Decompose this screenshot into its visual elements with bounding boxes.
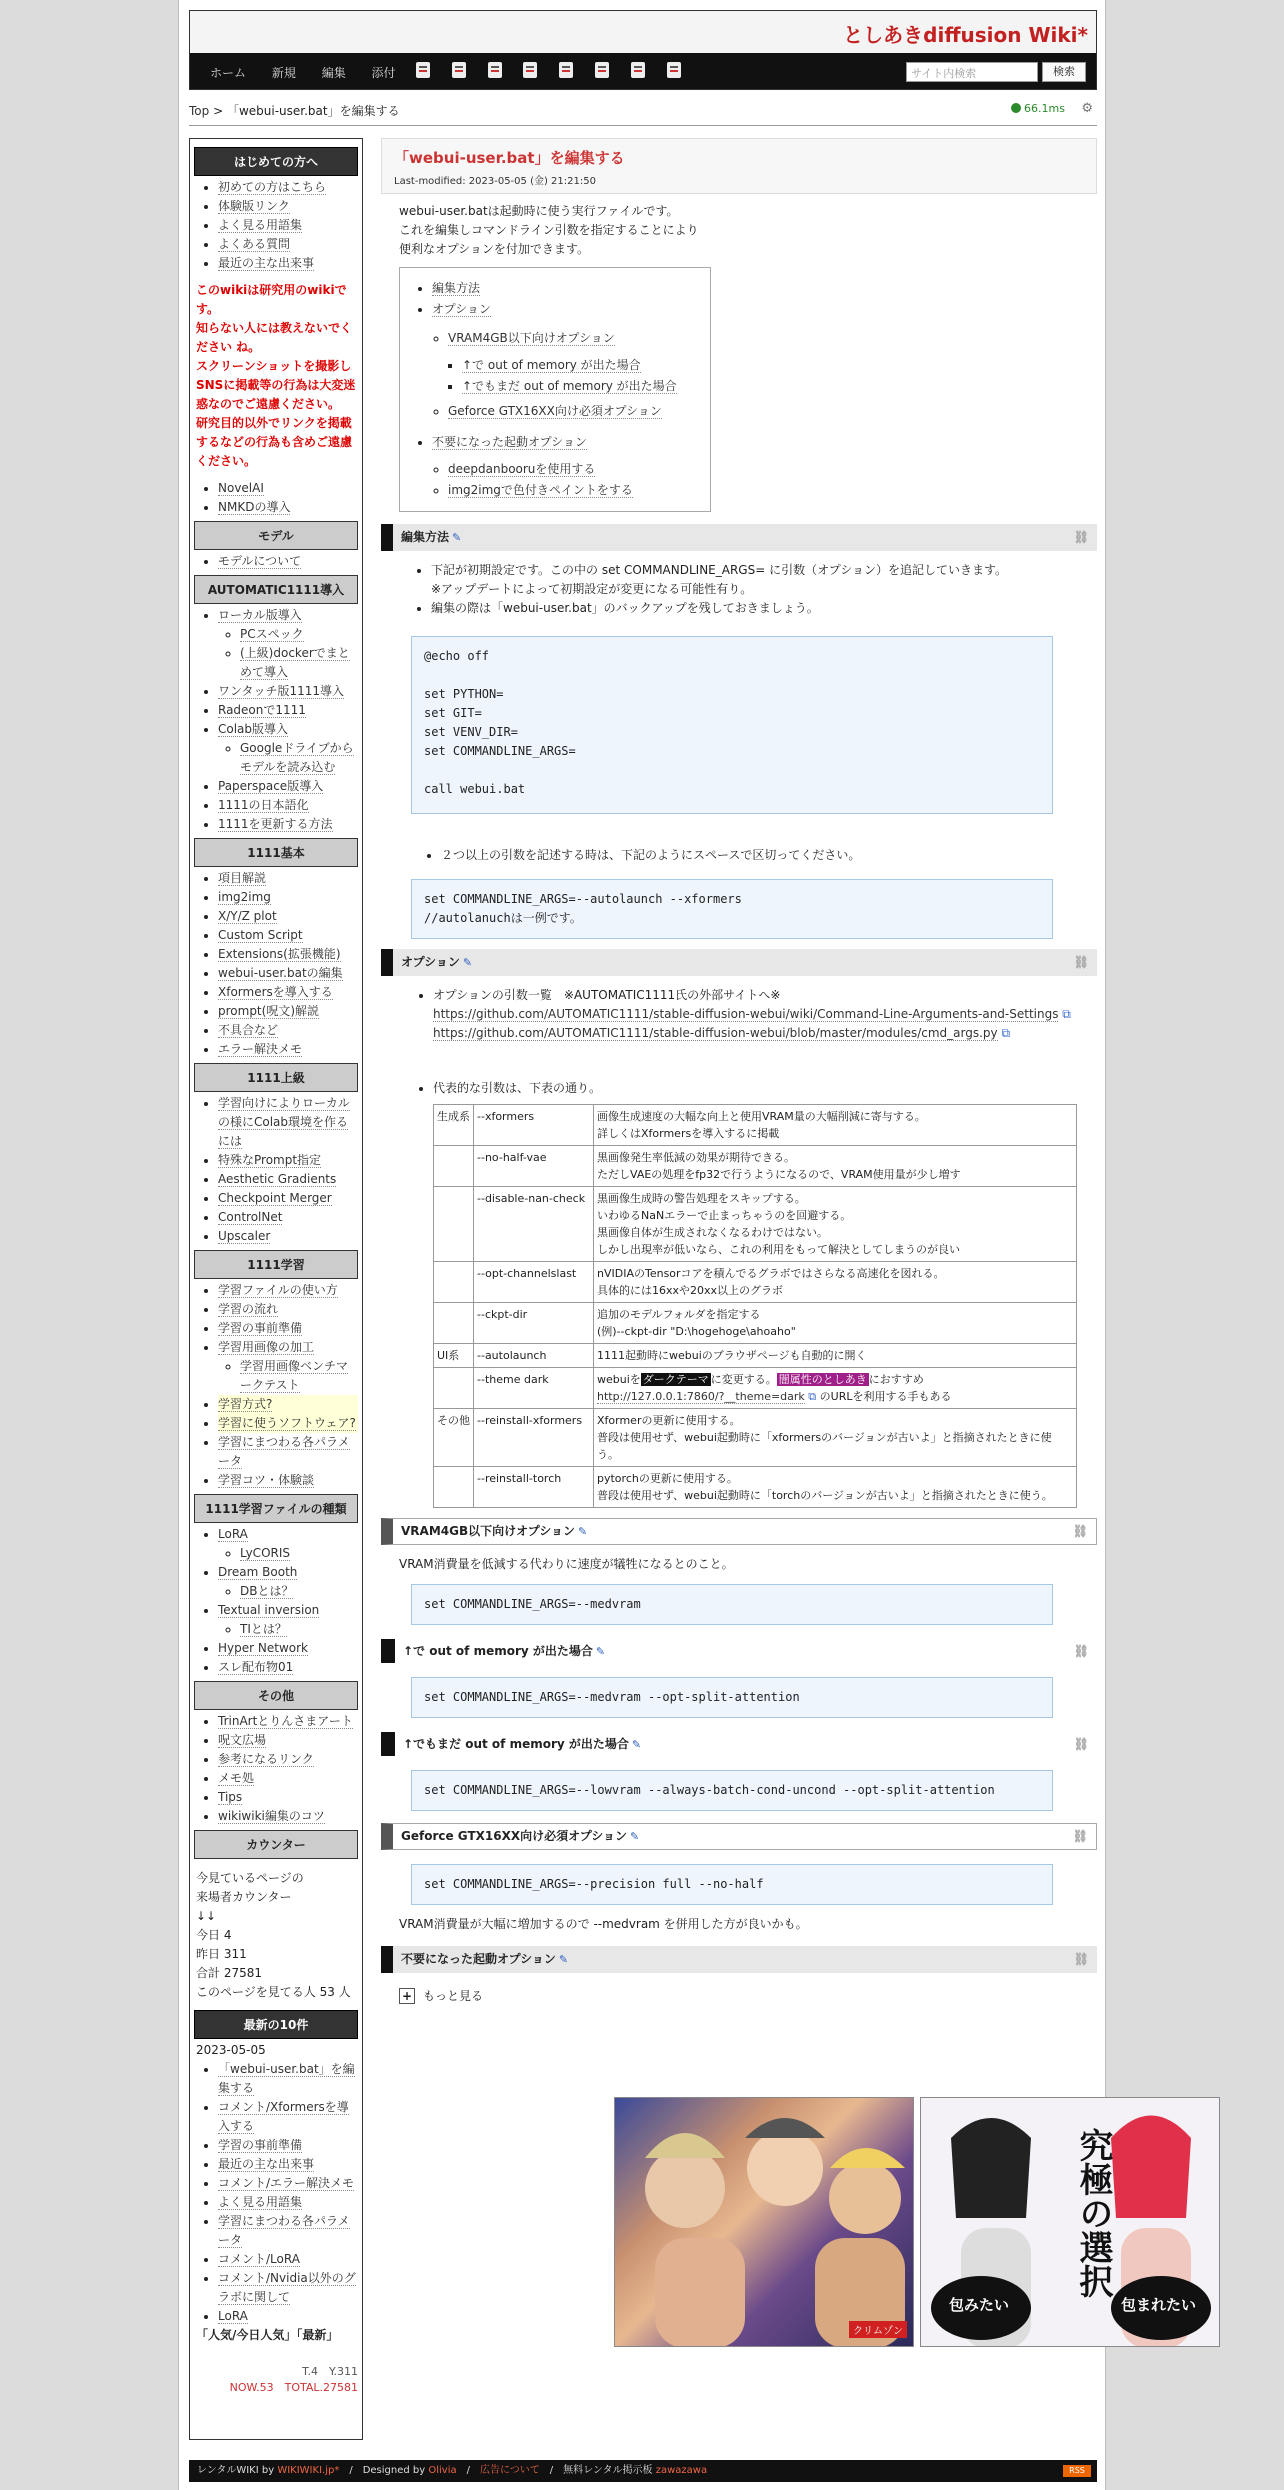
- table-cell: --reinstall-torch: [474, 1467, 594, 1508]
- render-time: [1011, 102, 1065, 115]
- table-cell: --xformers: [474, 1105, 594, 1146]
- section-gtx: Geforce GTX16XX向け必須オプション ✎ ⛓: [381, 1823, 1097, 1850]
- recent-item: • コメント/LoRA: [218, 2250, 358, 2269]
- table-cell: [434, 1262, 474, 1303]
- sidebar-head-beginner: はじめての方へ: [194, 147, 358, 176]
- toc-obsolete[interactable]: 不要になった起動オプション: [432, 435, 587, 449]
- edit-pencil-icon[interactable]: ✎: [595, 1645, 606, 1658]
- sidebar-head-ftype: 1111学習ファイルの種類: [194, 1494, 358, 1523]
- sidebar-subitem: ◦ Googleドライブからモデルを読み込む: [240, 739, 358, 777]
- sidebar-item: • スレ配布物01: [218, 1658, 358, 1677]
- sidebar: [189, 138, 363, 2440]
- footer: レンタルWIKI by WIKIWIKI.jp* / Designed by Olivia / 広告について / 無料レンタル掲示板 zawazawa RSS: [189, 2460, 1097, 2482]
- section-edit: 編集方法 ✎ ⛓: [381, 524, 1097, 551]
- sidebar-subitem: ◦ 学習用画像ベンチマークテスト: [240, 1357, 358, 1395]
- new-page-icon[interactable]: [452, 62, 466, 78]
- breadcrumb: [189, 102, 400, 119]
- table-cell: [434, 1368, 474, 1409]
- breadcrumb-sep: >: [209, 104, 227, 118]
- page-container: [178, 0, 1197, 2490]
- section-oom2: ↑でもまだ out of memory が出た場合 ✎ ⛓: [381, 1732, 1097, 1756]
- page-list-icon[interactable]: [416, 62, 430, 78]
- sidebar-item: • Textual inversion ◦ TIとは？: [218, 1601, 358, 1639]
- ad-banner-1[interactable]: [614, 2097, 914, 2347]
- sidebar-subitem: ◦ LyCORIS: [240, 1544, 358, 1563]
- table-cell: --no-half-vae: [474, 1146, 594, 1187]
- ad-sub1: 包みたい: [949, 2296, 1010, 2314]
- sidebar-item: • Custom Script: [218, 926, 358, 945]
- table-cell: 生成系: [434, 1105, 474, 1146]
- toc-vram[interactable]: VRAM4GB以下向けオプション: [448, 331, 615, 345]
- ad-title: 究極の選択: [1073, 2128, 1113, 2298]
- backup-icon[interactable]: [523, 62, 537, 78]
- toc-options[interactable]: オプション: [432, 302, 491, 316]
- options-list: • オプションの引数一覧 ※AUTOMATIC1111氏の外部サイトへ※ https://github.com/AUTOMATIC1111/stable-diffusion-webui/wiki/Command-Line-Arguments-and-Settings ⧉ https://github.com/AUTOMATIC1111/stable-diffusion-webui/blob/master/modules/cmd_args.py ⧉: [433, 986, 1097, 1043]
- ad-tag: クリムゾン: [849, 2321, 907, 2338]
- anchor-link-icon[interactable]: ⛓: [1073, 955, 1089, 969]
- sidebar-item: • Upscaler: [218, 1227, 358, 1246]
- top-nav: [190, 53, 1096, 89]
- render-time-value: 66.1ms: [1024, 102, 1065, 115]
- table-row: [434, 1344, 1077, 1368]
- table-cell: --disable-nan-check: [474, 1187, 594, 1262]
- table-cell: 画像生成速度の大幅な向上と使用VRAM量の大幅削減に寄与する。 詳しくはXformersを導入するに掲載: [594, 1105, 1077, 1146]
- table-cell: --autolaunch: [474, 1344, 594, 1368]
- sidebar-item: • 学習方式?: [218, 1395, 358, 1414]
- breadcrumb-current: 「webui-user.bat」を編集する: [226, 104, 400, 118]
- sidebar-item: • モデルについて: [218, 552, 358, 571]
- main-content: [381, 138, 1097, 2004]
- code-block[interactable]: set COMMANDLINE_ARGS=--medvram --opt-split-attention: [411, 1677, 1053, 1718]
- table-row: [434, 1262, 1077, 1303]
- sidebar-subitem: ◦ (上級)dockerでまとめて導入: [240, 644, 358, 682]
- recent-icon[interactable]: [667, 62, 681, 78]
- edit-pencil-icon[interactable]: ✎: [462, 956, 473, 969]
- section-obsolete: 不要になった起動オプション ✎ ⛓: [381, 1946, 1097, 1973]
- sidebar-subitem: ◦ TIとは？: [240, 1620, 358, 1639]
- table-cell: Xformerの更新に使用する。 普段は使用せず、webui起動時に「xformersのバージョンが古いよ」と指摘されたときに使う。: [594, 1409, 1077, 1467]
- gtx-note: VRAM消費量が大幅に増加するので --medvram を併用した方が良いかも。: [399, 1917, 808, 1931]
- edit-pencil-icon[interactable]: ✎: [630, 1830, 640, 1843]
- site-header: [189, 10, 1097, 90]
- table-row: [434, 1409, 1077, 1467]
- sidebar-item: • wikiwiki編集のコツ: [218, 1807, 358, 1826]
- sidebar-item: • 学習向けによりローカルの様にColab環境を作るには: [218, 1094, 358, 1151]
- table-of-contents: [399, 267, 711, 512]
- section-options: オプション ✎ ⛓: [381, 949, 1097, 976]
- table-cell: [434, 1467, 474, 1508]
- sidebar-item: • よくある質問: [218, 235, 358, 254]
- table-row: [434, 1467, 1077, 1508]
- code-block[interactable]: set COMMANDLINE_ARGS=--medvram: [411, 1584, 1053, 1625]
- sidebar-item: • Extensions(拡張機能): [218, 945, 358, 964]
- table-cell: 1111起動時にwebuiのブラウザページも自動的に開く: [594, 1344, 1077, 1368]
- footer-ads-link[interactable]: 広告について: [480, 2465, 540, 2476]
- counter-block: 今見ているページの 来場者カウンター ↓↓ 今日 4 昨日 311 合計 27581 このページを見てる人 53 人: [196, 1871, 351, 1999]
- sidebar-item: • 1111を更新する方法: [218, 815, 358, 834]
- sidebar-item: • 最近の主な出来事: [218, 254, 358, 273]
- toc-gtx[interactable]: Geforce GTX16XX向け必須オプション: [448, 404, 662, 418]
- ad-banner-2[interactable]: [920, 2097, 1220, 2347]
- breadcrumb-top[interactable]: Top: [189, 104, 210, 118]
- table-row: [434, 1146, 1077, 1187]
- table-cell: UI系: [434, 1344, 474, 1368]
- table-cell: --ckpt-dir: [474, 1303, 594, 1344]
- sidebar-item: • Checkpoint Merger: [218, 1189, 358, 1208]
- sidebar-head-basic: 1111基本: [194, 838, 358, 867]
- sidebar-item: • 学習に使うソフトウェア?: [218, 1414, 358, 1433]
- table-cell: 黒画像生成時の警告処理をスキップする。 いわゆるNaNエラーで止まっちゃうのを回避する。 黒画像自体が生成されなくなるわけではない。 しかし出現率が低いなら、これの利用をもって解決としてしまうのが良い: [594, 1187, 1077, 1262]
- table-cell: --reinstall-xformers: [474, 1409, 594, 1467]
- sidebar-item: • 学習の流れ: [218, 1300, 358, 1319]
- table-row: [434, 1368, 1077, 1409]
- ad-illustration: [615, 2098, 914, 2347]
- menu-edit[interactable]: 編集: [321, 66, 346, 80]
- sidebar-warning: このwikiは研究用のwikiです。 知らない人には教えないでください ね。 スクリーンショットを撮影しSNSに掲載等の行為は大変迷惑なのでご遠慮ください。 研究目的以外でリンクを掲載するなどの行為も含めご遠慮ください。: [196, 283, 356, 468]
- sidebar-item: • webui-user.batの編集: [218, 964, 358, 983]
- toc-deepdan[interactable]: deepdanbooruを使用する: [448, 462, 596, 476]
- table-cell: webuiを ダークテーマ に変更する。 闇属性のとしあき におすすめ http://127.0.0.1:7860/?__theme=dark ⧉ のURLを利用する手もある: [594, 1368, 1077, 1409]
- sidebar-item: • 参考になるリンク: [218, 1750, 358, 1769]
- main-menu: [210, 64, 418, 81]
- rename-icon[interactable]: [631, 62, 645, 78]
- table-cell: pytorchの更新に使用する。 普段は使用せず、webui起動時に「torchのバージョンが古いよ」と指摘されたときに使う。: [594, 1467, 1077, 1508]
- code-block[interactable]: set COMMANDLINE_ARGS=--autolaunch --xformers //autolanuchは一例です。: [411, 879, 1053, 939]
- section-vram: VRAM4GB以下向けオプション ✎ ⛓: [381, 1518, 1097, 1545]
- search-input[interactable]: サイト内検索: [906, 62, 1038, 82]
- check-icon: [1011, 103, 1021, 113]
- external-link[interactable]: https://github.com/AUTOMATIC1111/stable-diffusion-webui/blob/master/modules/cmd_args.py: [433, 1026, 998, 1040]
- site-title[interactable]: としあきdiffusion Wiki*: [843, 23, 1088, 47]
- sidebar-item: • img2img: [218, 888, 358, 907]
- sidebar-item: • 不具合など: [218, 1021, 358, 1040]
- table-cell: 黒画像発生率低減の効果が期待できる。 ただしVAEの処理をfp32で行うようになるので、VRAM使用量が少し増す: [594, 1146, 1077, 1187]
- sidebar-item: • メモ処: [218, 1769, 358, 1788]
- attach-icon[interactable]: [559, 62, 573, 78]
- sidebar-item: • Radeonで1111: [218, 701, 358, 720]
- ad-sub2: 包まれたい: [1121, 2296, 1197, 2314]
- sidebar-head-model: モデル: [194, 521, 358, 550]
- gear-icon[interactable]: ⚙: [1081, 101, 1093, 116]
- popular-links[interactable]: 「人気/今日人気」「最新」: [196, 2328, 339, 2342]
- recent-item: • 学習の事前準備: [218, 2136, 358, 2155]
- footer-olivia-link[interactable]: Olivia: [428, 2465, 457, 2476]
- menu-attach[interactable]: 添付: [371, 66, 396, 80]
- sidebar-item: • prompt(呪文)解説: [218, 1002, 358, 1021]
- sidebar-item: • Tips: [218, 1788, 358, 1807]
- toc-img2img[interactable]: img2imgで色付きペイントをする: [448, 483, 633, 497]
- toolbar-icons: [416, 62, 699, 81]
- anchor-link-icon[interactable]: ⛓: [1072, 1829, 1088, 1843]
- intro: webui-user.batは起動時に使う実行ファイルです。 これを編集しコマンドライン引数を指定することにより 便利なオプションを付加できます。: [399, 204, 699, 256]
- sidebar-item: • 呪文広場: [218, 1731, 358, 1750]
- options-list-2: • 代表的な引数は、下表の通り。: [433, 1079, 1097, 1098]
- rss-icon[interactable]: RSS: [1063, 2465, 1091, 2477]
- last-modified: Last-modified: 2023-05-05 (金) 21:21:50: [394, 176, 596, 187]
- external-link[interactable]: https://github.com/AUTOMATIC1111/stable-diffusion-webui/wiki/Command-Line-Arguments-and-Settings: [433, 1007, 1059, 1021]
- sidebar-head-recent: 最新の10件: [194, 2010, 358, 2039]
- page-title-box: [381, 138, 1097, 194]
- sidebar-subitem: ◦ DBとは？: [240, 1582, 358, 1601]
- diff-icon[interactable]: [488, 62, 502, 78]
- search-button[interactable]: 検索: [1042, 62, 1086, 82]
- recent-item: • コメント/Nvidia以外のグラボに関して: [218, 2269, 358, 2307]
- footer-zawazawa-link[interactable]: zawazawa: [655, 2465, 708, 2476]
- code-block[interactable]: set COMMANDLINE_ARGS=--lowvram --always-batch-cond-uncond --opt-split-attention: [411, 1770, 1053, 1811]
- sidebar-item: • Dream Booth ◦ DBとは？: [218, 1563, 358, 1601]
- edit-list: • 下記が初期設定です。この中の set COMMANDLINE_ARGS= に引数（オプション）を追記していきます。 ※アップデートによって初期設定が変更になる可能性有り。 • 編集の際は「webui-user.bat」のバックアップを残しておきましょう。: [431, 561, 1097, 618]
- theme-url-link[interactable]: http://127.0.0.1:7860/?__theme=dark: [597, 1390, 805, 1403]
- sidebar-item: • Colab版導入 ◦ Googleドライブからモデルを読み込む: [218, 720, 358, 777]
- sidebar-head-other: その他: [194, 1681, 358, 1710]
- plus-icon: +: [399, 1988, 415, 2004]
- code-block[interactable]: set COMMANDLINE_ARGS=--precision full --no-half: [411, 1864, 1053, 1905]
- sidebar-head-a1111: AUTOMATIC1111導入: [194, 575, 358, 604]
- vram-note: VRAM消費量を低減する代わりに速度が犠牲になるとのこと。: [399, 1557, 734, 1571]
- sidebar-head-adv: 1111上級: [194, 1063, 358, 1092]
- sidebar-item: • NovelAI: [218, 479, 358, 498]
- recent-item: • 最近の主な出来事: [218, 2155, 358, 2174]
- sidebar-item: • 特殊なPrompt指定: [218, 1151, 358, 1170]
- recent-item: • コメント/Xformersを導入する: [218, 2098, 358, 2136]
- table-row: [434, 1105, 1077, 1146]
- table-cell: [434, 1187, 474, 1262]
- sidebar-item: • よく見る用語集: [218, 216, 358, 235]
- sidebar-item: • TrinArtとりんさまアート: [218, 1712, 358, 1731]
- sidebar-item: • Aesthetic Gradients: [218, 1170, 358, 1189]
- sidebar-item: • ローカル版導入 ◦ PCスペック ◦ (上級)dockerでまとめて導入: [218, 606, 358, 682]
- table-row: [434, 1303, 1077, 1344]
- sidebar-item: • 学習の事前準備: [218, 1319, 358, 1338]
- counter-totals: T.4 Y.311: [302, 2365, 358, 2378]
- edit-pencil-icon[interactable]: ✎: [631, 1738, 642, 1751]
- anchor-link-icon[interactable]: ⛓: [1072, 1524, 1088, 1538]
- sidebar-item: • ControlNet: [218, 1208, 358, 1227]
- edit-list-2: • ２つ以上の引数を記述する時は、下記のようにスペースで区切ってください。: [441, 846, 1097, 865]
- sidebar-item: • Hyper Network: [218, 1639, 358, 1658]
- table-cell: --theme dark: [474, 1368, 594, 1409]
- edit-pencil-icon[interactable]: ✎: [578, 1525, 588, 1538]
- recent-item: • 「webui-user.bat」を編集する: [218, 2060, 358, 2098]
- sidebar-item: • Paperspace版導入: [218, 777, 358, 796]
- table-cell: [434, 1303, 474, 1344]
- edit-pencil-icon[interactable]: ✎: [452, 531, 462, 544]
- sidebar-item: • ワンタッチ版1111導入: [218, 682, 358, 701]
- sidebar-item: • 初めての方はこちら: [218, 178, 358, 197]
- sidebar-item: • 項目解説: [218, 869, 358, 888]
- recent-date: 2023-05-05: [196, 2043, 266, 2057]
- footer-wikiwiki-link[interactable]: WIKIWIKI.jp*: [277, 2465, 340, 2476]
- table-cell: --opt-channelslast: [474, 1262, 594, 1303]
- sidebar-item: • 学習ファイルの使い方: [218, 1281, 358, 1300]
- sidebar-head-learn: 1111学習: [194, 1250, 358, 1279]
- sidebar-head-counter: カウンター: [194, 1830, 358, 1859]
- counter-totals-now: NOW.53 TOTAL.27581: [229, 2381, 358, 2394]
- args-table: [433, 1104, 1077, 1508]
- sidebar-item: • 学習用画像の加工 ◦ 学習用画像ベンチマークテスト: [218, 1338, 358, 1395]
- edit-pencil-icon[interactable]: ✎: [558, 1953, 569, 1966]
- table-row: [434, 1187, 1077, 1262]
- table-cell: 追加のモデルフォルダを指定する (例)--ckpt-dir "D:\hogehoge\ahoaho": [594, 1303, 1077, 1344]
- toc-edit[interactable]: 編集方法: [432, 281, 481, 295]
- anchor-link-icon[interactable]: ⛓: [1073, 530, 1089, 544]
- table-cell: nVIDIAのTensorコアを積んでるグラボではさらなる高速化を図れる。 具体的には16xxや20xx以上のグラボ: [594, 1262, 1077, 1303]
- recent-item: • コメント/エラー解決メモ: [218, 2174, 358, 2193]
- sidebar-item: • 学習にまつわる各パラメータ: [218, 1433, 358, 1471]
- sidebar-item: • 学習コツ・体験談: [218, 1471, 358, 1490]
- toc-oom2[interactable]: ↑でもまだ out of memory が出た場合: [462, 379, 677, 393]
- anchor-link-icon[interactable]: ⛓: [1073, 1737, 1089, 1751]
- table-cell: [434, 1146, 474, 1187]
- toc-oom1[interactable]: ↑で out of memory が出た場合: [462, 358, 641, 372]
- recent-item: • LoRA: [218, 2307, 358, 2326]
- sidebar-item: • 体験版リンク: [218, 197, 358, 216]
- sidebar-item: • NMKDの導入: [218, 498, 358, 517]
- sidebar-subitem: ◦ PCスペック: [240, 625, 358, 644]
- table-cell: その他: [434, 1409, 474, 1467]
- sidebar-item: • エラー解決メモ: [218, 1040, 358, 1059]
- anchor-link-icon[interactable]: ⛓: [1073, 1952, 1089, 1966]
- page-title[interactable]: 「webui-user.bat」を編集する: [394, 149, 625, 167]
- sidebar-item: • Xformersを導入する: [218, 983, 358, 1002]
- recent-item: • よく見る用語集: [218, 2193, 358, 2212]
- show-more-button[interactable]: + もっと見る: [399, 1987, 1097, 2004]
- divider: [189, 125, 1097, 126]
- menu-home[interactable]: ホーム: [210, 66, 247, 80]
- copy-icon[interactable]: [595, 62, 609, 78]
- sidebar-item: • 1111の日本語化: [218, 796, 358, 815]
- sidebar-item: • LoRA ◦ LyCORIS: [218, 1525, 358, 1563]
- anchor-link-icon[interactable]: ⛓: [1073, 1644, 1089, 1658]
- sidebar-item: • X/Y/Z plot: [218, 907, 358, 926]
- code-block[interactable]: @echo off set PYTHON= set GIT= set VENV_DIR= set COMMANDLINE_ARGS= call webui.bat: [411, 636, 1053, 814]
- section-oom1: ↑で out of memory が出た場合 ✎ ⛓: [381, 1639, 1097, 1663]
- menu-new[interactable]: 新規: [271, 66, 296, 80]
- recent-item: • 学習にまつわる各パラメータ: [218, 2212, 358, 2250]
